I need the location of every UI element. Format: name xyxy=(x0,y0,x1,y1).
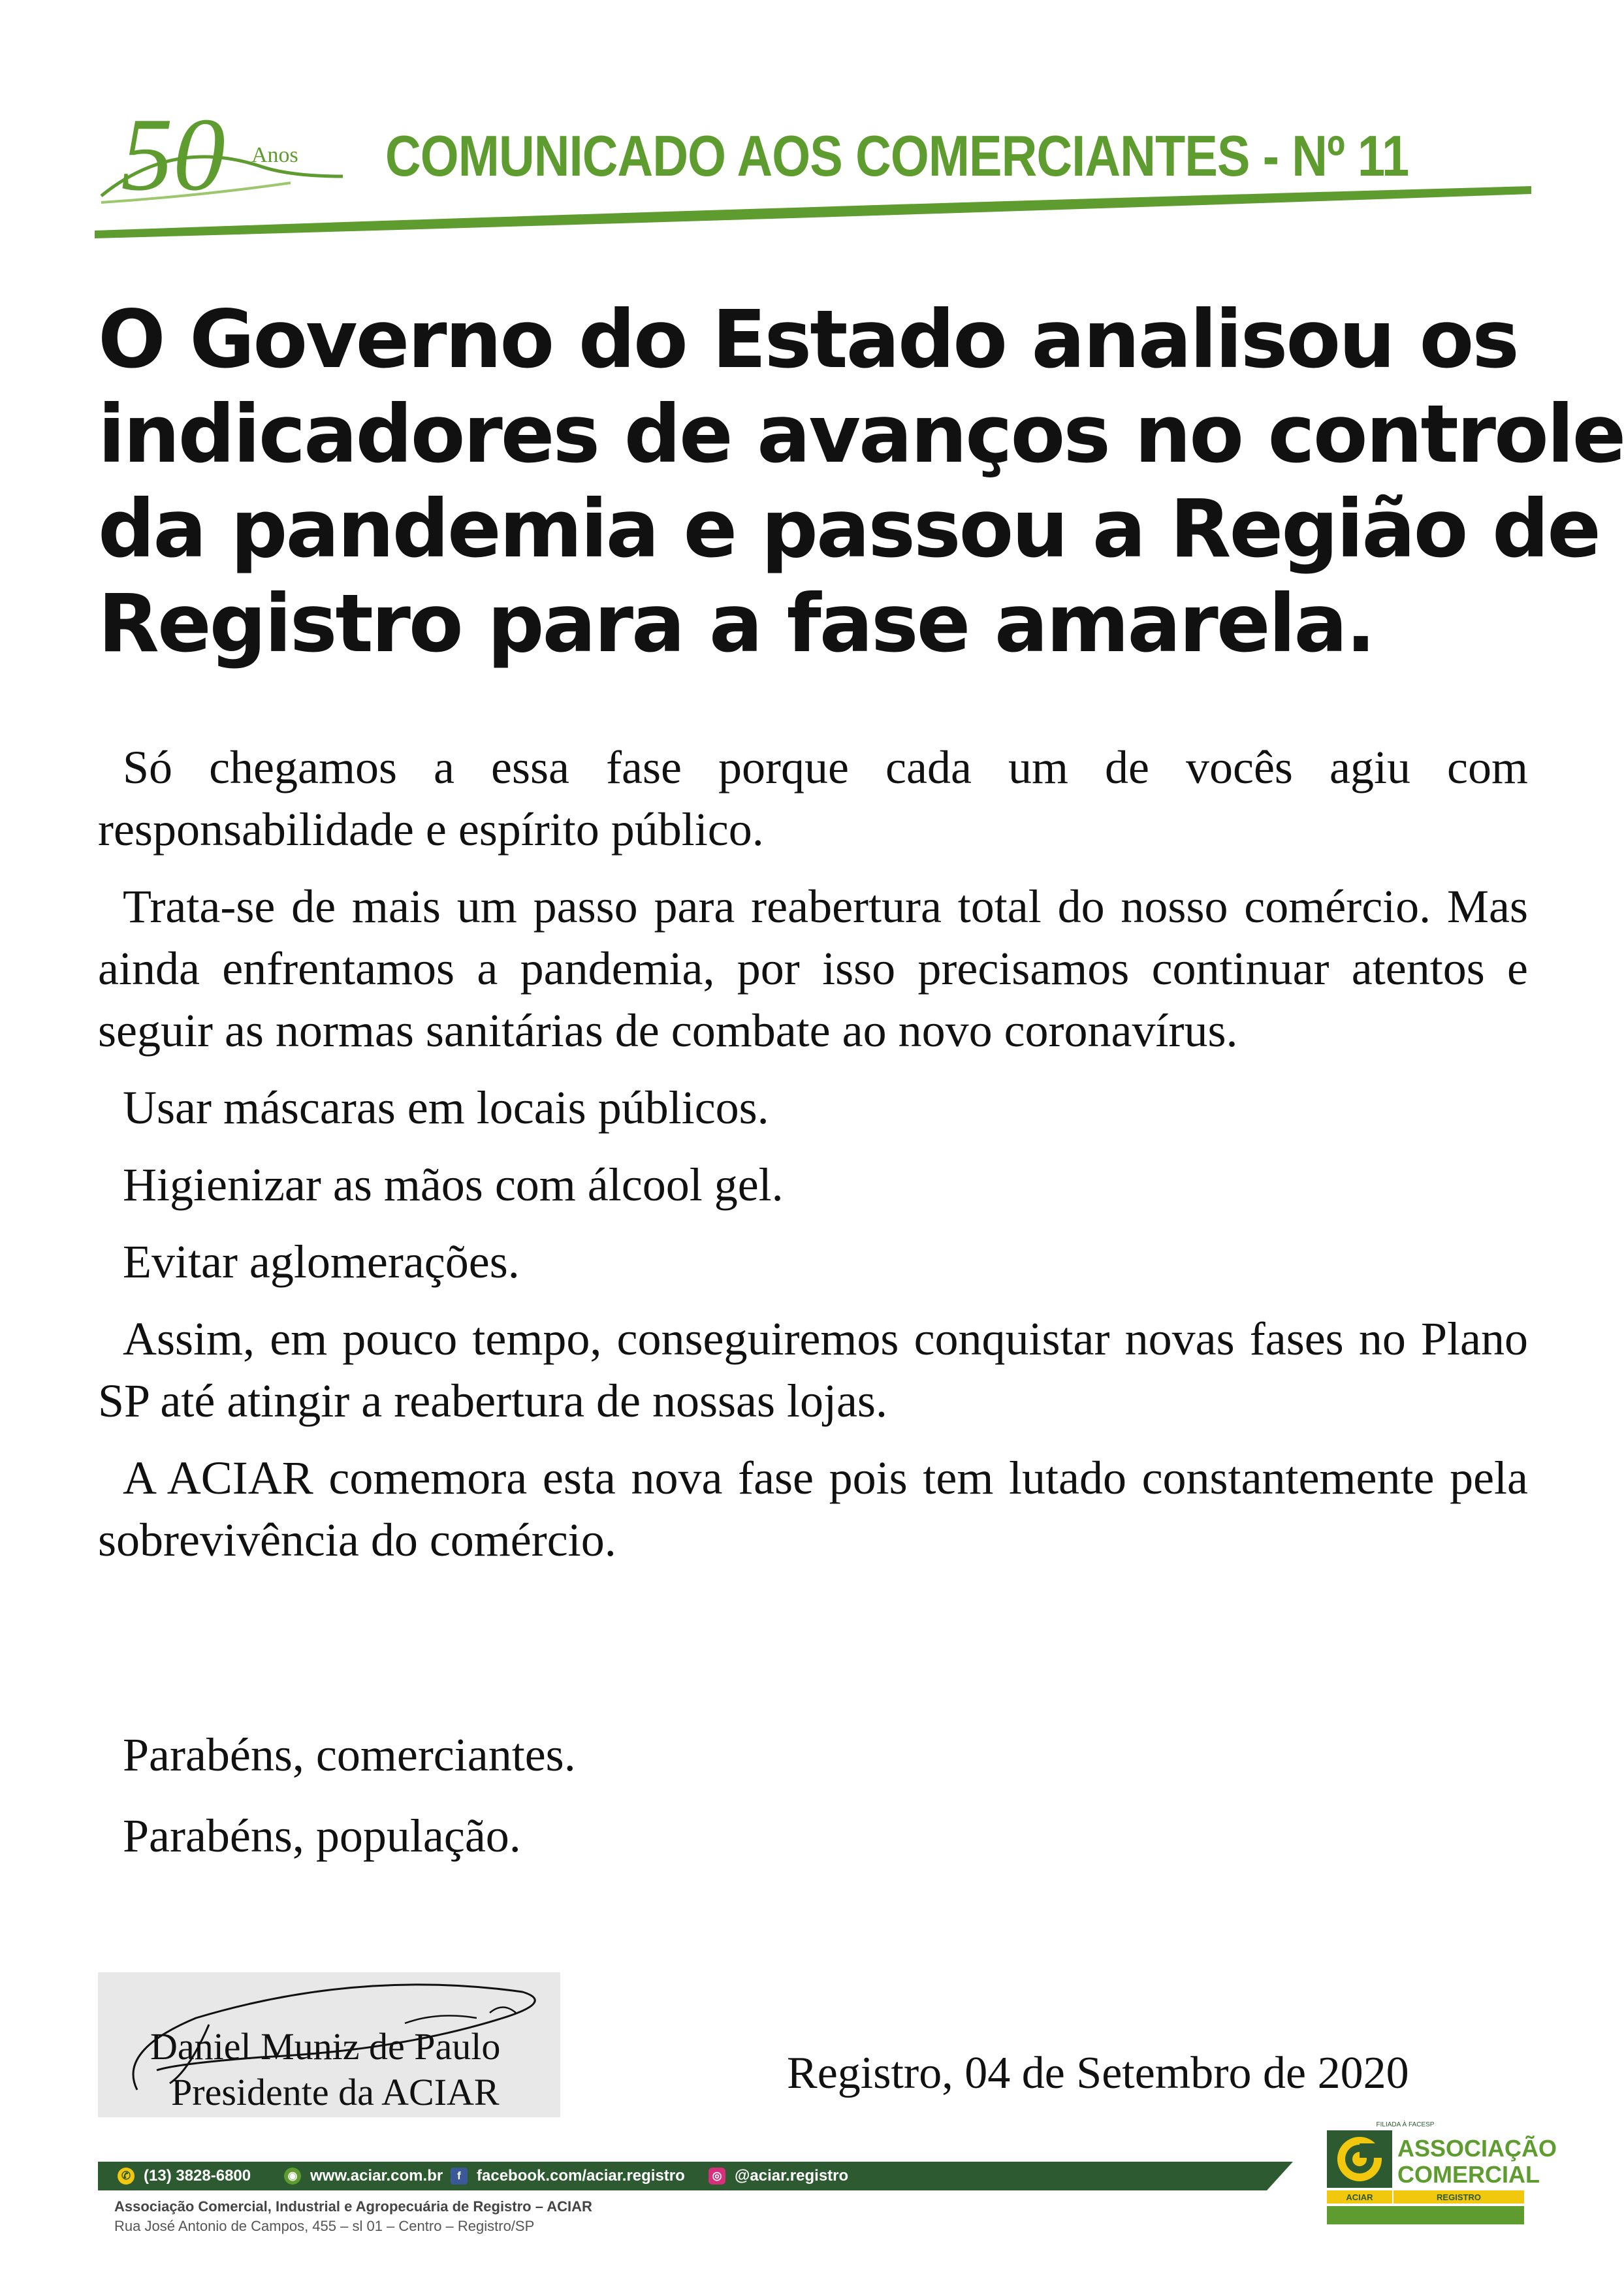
headline-line: O Governo do Estado analisou os xyxy=(98,293,1518,386)
paragraph: Evitar aglomerações. xyxy=(123,1236,520,1288)
logo-line2: COMERCIAL xyxy=(1397,2161,1540,2188)
footer-website[interactable]: ◉ www.aciar.com.br xyxy=(284,2164,443,2188)
logo-number: 50 xyxy=(121,96,225,212)
paragraph: Assim, em pouco tempo, conseguiremos conquistar novas fases no Plano SP até atingir a reabertura de nossas lojas. xyxy=(98,1313,1528,1427)
aciar-logo xyxy=(1320,2117,1557,2227)
closing-line: Parabéns, comerciantes. xyxy=(123,1729,576,1781)
instagram-icon: ◎ xyxy=(709,2168,725,2185)
header-swoosh xyxy=(95,180,1531,238)
logo-label-right: REGISTRO xyxy=(1437,2192,1481,2202)
body-text xyxy=(98,737,1528,1586)
signature-role: Presidente da ACIAR xyxy=(171,2071,500,2113)
closing xyxy=(98,1724,576,1886)
footer-instagram[interactable]: ◎ @aciar.registro xyxy=(709,2164,848,2188)
paragraph: Só chegamos a essa fase porque cada um de vocês agiu com responsabilidade e espírito público. xyxy=(98,741,1528,856)
paragraph: Trata-se de mais um passo para reabertura total do nosso comércio. Mas ainda enfrentamos a pandemia, por isso precisamos continuar atentos e seguir as normas sanitárias de combate ao novo coronavírus. xyxy=(98,880,1528,1057)
logo-line1: ASSOCIAÇÃO xyxy=(1397,2135,1557,2162)
footer-facebook[interactable]: f facebook.com/aciar.registro xyxy=(451,2164,685,2188)
headline-line: Registro para a fase amarela. xyxy=(98,577,1375,670)
logo-label-left: ACIAR xyxy=(1346,2192,1373,2202)
headline xyxy=(98,293,1624,671)
logo-word: Anos xyxy=(251,143,298,167)
facebook-icon: f xyxy=(451,2168,468,2185)
paragraph: Higienizar as mãos com álcool gel. xyxy=(123,1159,784,1211)
date: Registro, 04 de Setembro de 2020 xyxy=(787,2048,1409,2098)
closing-line: Parabéns, população. xyxy=(123,1810,521,1862)
paragraph: A ACIAR comemora esta nova fase pois tem lutado constantemente pela sobrevivência do comércio. xyxy=(98,1452,1528,1566)
footer-address: Rua José Antonio de Campos, 455 – sl 01 – Centro – Registro/SP xyxy=(114,2218,535,2234)
logo-tagline: FILIADA À FACESP xyxy=(1376,2121,1435,2128)
footer-bar xyxy=(98,2162,1293,2190)
phone-icon: ✆ xyxy=(118,2168,135,2185)
paragraph: Usar máscaras em locais públicos. xyxy=(123,1081,769,1134)
headline-line: indicadores de avanços no controle xyxy=(98,388,1624,481)
signature-name: Daniel Muniz de Paulo xyxy=(150,2025,501,2068)
whatsapp-icon: ◉ xyxy=(284,2168,301,2185)
footer-organization: Associação Comercial, Industrial e Agropecuária de Registro – ACIAR xyxy=(114,2198,592,2215)
page-title: COMUNICADO AOS COMERCIANTES - Nº 11 xyxy=(385,123,1409,188)
footer-phone[interactable]: ✆ (13) 3828-6800 xyxy=(118,2164,251,2188)
headline-line: da pandemia e passou a Região de xyxy=(98,483,1600,575)
